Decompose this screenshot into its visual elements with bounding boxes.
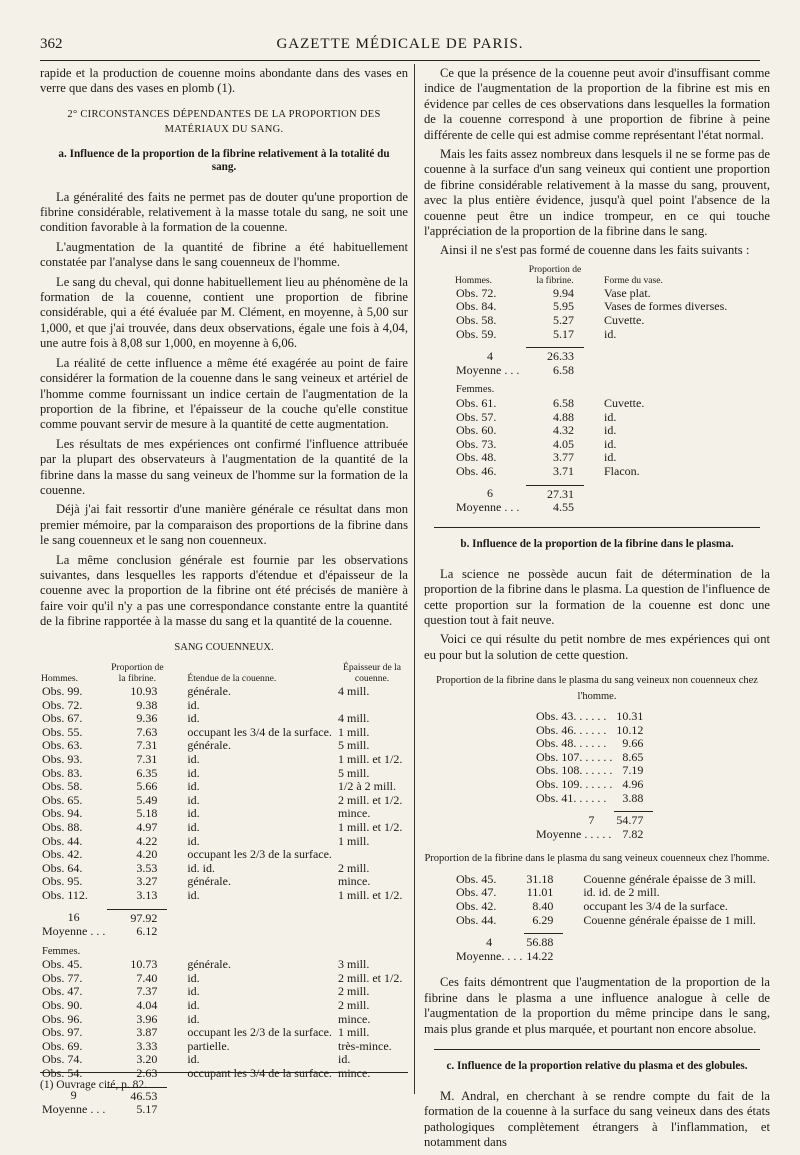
table-cell: mince.	[338, 874, 371, 889]
table-row-mean: Moyenne . . . 4.55	[456, 500, 574, 515]
table-cell: occupant les 2/3 de la surface.	[187, 1025, 332, 1040]
table-cell: 4.04	[136, 998, 158, 1013]
table-cell: id.	[604, 423, 617, 438]
col-header: Hommes.	[41, 673, 79, 684]
table-cell: 5.66	[136, 779, 158, 794]
table-cell: Obs. 90.	[42, 998, 83, 1013]
table-cell: 4.05	[553, 436, 574, 451]
table-cell: id.	[187, 779, 200, 794]
column-divider	[414, 64, 415, 1094]
table-cell: 11.01	[526, 885, 554, 900]
table-row	[40, 821, 408, 835]
page-number: 362	[40, 36, 63, 52]
table-cell: 7.40	[136, 970, 158, 985]
table-row	[40, 985, 408, 999]
table-cell: id.	[187, 1011, 200, 1026]
table-cell: 5.49	[136, 792, 158, 807]
table-row	[40, 685, 408, 699]
table-cell: 2.63	[136, 1066, 158, 1081]
table-cell: 3.27	[136, 874, 158, 889]
table-cell: Obs. 54.	[42, 1066, 83, 1081]
table-cell: 5 mill.	[338, 765, 370, 780]
table-cell: occupant les 3/4 de la surface.	[187, 1066, 332, 1081]
table-row	[454, 873, 758, 887]
table-cell: Obs. 42.	[456, 898, 497, 913]
table-cell: très-mince.	[338, 1038, 392, 1053]
table-cell: Couenne générale épaisse de 1 mill.	[583, 912, 756, 927]
table-cell: Obs. 112.	[42, 887, 88, 902]
paragraph: La généralité des faits ne permet pas de douter qu'une proportion de fibrine considérable, relativement à la masse totale du sang, ne soit une condition favorable à la formation de la couenne.	[40, 189, 408, 235]
table-cell: id.	[604, 409, 617, 424]
table-cell: Obs. 96.	[42, 1011, 83, 1026]
table-cell: 5.18	[136, 806, 158, 821]
table-cell: 6.29	[532, 912, 554, 927]
table-cell: 4.88	[553, 409, 574, 424]
left-column	[40, 66, 408, 1117]
table-row	[40, 958, 408, 972]
plasma-non-couenneux-table	[534, 710, 653, 841]
table-cell: Obs. 83.	[42, 765, 83, 780]
table-cell: id.	[187, 833, 200, 848]
table-cell: 3.33	[136, 1038, 158, 1053]
paragraph: Les résultats de mes expériences ont confirmé l'influence attribuée par la plupart des observateurs à l'augmentation de la quantité de la fibrine dans la masse du sang veineux de l'homme sur la formation de la couenne.	[40, 436, 408, 497]
right-column	[424, 66, 770, 1155]
table-cell: id.	[187, 998, 200, 1013]
table-cell: 1 mill. et 1/2.	[338, 819, 403, 834]
table-row	[40, 848, 408, 862]
table-row	[534, 751, 653, 765]
table-cell: générale.	[187, 957, 231, 972]
table-cell: Obs. 43. . . . . .	[536, 709, 607, 724]
table-cell: 5 mill.	[338, 738, 370, 753]
table-cell: Obs. 55.	[42, 724, 83, 739]
table-row	[454, 328, 754, 342]
table-cell: 1 mill.	[338, 833, 370, 848]
table-cell: Vase plat.	[604, 285, 651, 300]
table-row	[40, 726, 408, 740]
table-cell: Obs. 72.	[456, 285, 497, 300]
table-cell: Obs. 57.	[456, 409, 497, 424]
table-cell: Obs. 44.	[456, 912, 497, 927]
table-cell: 3.53	[136, 860, 158, 875]
table-cell: 9.38	[136, 697, 158, 712]
table-row-total: 4 26.33	[487, 348, 574, 364]
table-cell: Obs. 77.	[42, 970, 83, 985]
table-cell: Obs. 109. . . . . .	[536, 777, 613, 791]
table-cell: Obs. 48.	[456, 450, 497, 465]
table-cell: Obs. 74.	[42, 1052, 83, 1067]
table-cell: 9.66	[622, 736, 644, 751]
table-row	[454, 900, 758, 914]
table-cell: 1/2 à 2 mill.	[338, 779, 396, 794]
table-cell: id.	[187, 711, 200, 726]
table-row	[454, 397, 754, 411]
table-cell: 4.97	[136, 819, 158, 834]
paragraph: L'augmentation de la quantité de fibrine a été habituellement constatée par l'analyse dans le sang couenneux de l'homme.	[40, 239, 408, 270]
table-cell: id. id.	[187, 860, 215, 875]
table-cell: Obs. 45.	[456, 871, 497, 886]
table-cell: 1 mill.	[338, 1025, 370, 1040]
table-cell: 7.19	[622, 763, 644, 778]
table-cell: 3.88	[622, 790, 644, 805]
table-cell: 7.63	[136, 724, 158, 739]
table-row-mean: Moyenne . . . . . 7.82	[536, 826, 644, 841]
page-header	[40, 34, 760, 61]
table-cell: Obs. 60.	[456, 423, 497, 438]
table-cell: Obs. 58.	[42, 779, 83, 794]
table-cell: Flacon.	[604, 464, 640, 478]
table-row	[454, 287, 754, 301]
table-row	[40, 780, 408, 794]
table-cell: 10.31	[616, 709, 644, 724]
table-cell: Obs. 84.	[456, 299, 497, 314]
table-cell: Obs. 61.	[456, 396, 497, 411]
table-row	[454, 914, 758, 928]
table-row	[40, 999, 408, 1013]
table-cell: 3.96	[136, 1011, 158, 1026]
table-cell: id.	[187, 984, 200, 999]
table-row	[454, 465, 754, 479]
table-row	[40, 972, 408, 986]
table-row	[40, 767, 408, 781]
col-header: Proportion de la fibrine.	[528, 263, 582, 286]
paragraph: Ces faits démontrent que l'augmentation de la proportion de la fibrine dans le plasma a une influence analogue à celle de l'augmentation de la proportion du même principe dans le sang, mais plus grande et plus marquée, et pourtant non encore absolue.	[424, 975, 770, 1036]
table-cell: 2 mill. et 1/2.	[338, 970, 403, 985]
table-cell: id.	[187, 751, 200, 766]
table-cell: 1 mill.	[338, 724, 370, 739]
table-cell: Obs. 108. . . . . .	[536, 763, 613, 778]
paragraph: Déjà j'ai fait ressortir d'une manière générale ce résultat dans mon premier mémoire, par la comparaison des proportions de la fibrine dans le sang couenneux et le sang non couenneux.	[40, 502, 408, 548]
table-cell: 10.73	[130, 957, 158, 972]
table-cell: mince.	[338, 1011, 371, 1026]
table-cell: Obs. 93.	[42, 751, 83, 766]
table-cell: 3.77	[553, 450, 574, 465]
table-cell: id.	[187, 1052, 200, 1067]
table-cell: 31.18	[526, 871, 554, 886]
table-title: SANG COUENNEUX.	[174, 641, 274, 653]
table-cell: Obs. 45.	[42, 957, 83, 972]
table-row-mean: Moyenne . . . 5.17	[42, 1102, 158, 1117]
non-couenneux-table	[454, 263, 754, 515]
table-row	[40, 807, 408, 821]
table-cell	[336, 848, 408, 862]
table-cell: Obs. 47.	[42, 984, 83, 999]
subsection-heading-b: b. Influence de la proportion de la fibrine dans le plasma.	[434, 527, 760, 551]
table-row	[534, 764, 653, 778]
table-cell: Obs. 95.	[42, 874, 83, 889]
group-label-women: Femmes.	[456, 384, 495, 396]
table-cell: 9.36	[136, 711, 158, 726]
table-cell: id.	[604, 326, 617, 341]
table-row	[454, 438, 754, 452]
table-caption: Proportion de la fibrine dans le plasma du sang veineux non couenneux chez l'homme.	[436, 675, 758, 702]
subsection-heading-a: a. Influence de la proportion de la fibrine relativement à la totalité du sang.	[58, 147, 390, 173]
table-cell: id.	[187, 792, 200, 807]
table-cell: 7.31	[136, 751, 158, 766]
table-cell: Obs. 72.	[42, 697, 83, 712]
table-row	[454, 886, 758, 900]
table-cell: 3.71	[553, 464, 574, 478]
table-cell: Obs. 99.	[42, 684, 83, 698]
table-cell: générale.	[187, 738, 231, 753]
table-cell: 4.96	[622, 777, 644, 791]
table-cell: Obs. 107. . . . . .	[536, 749, 613, 764]
table-cell: 2 mill.	[338, 860, 370, 875]
table-row	[40, 862, 408, 876]
table-row	[40, 699, 408, 713]
table-cell: id.	[187, 819, 200, 834]
paragraph: La science ne possède aucun fait de détermination de la proportion de la fibrine dans le plasma. La question de l'influence de cette proportion sur la formation de la couenne est donc une question tout à fait neuve.	[424, 566, 770, 627]
col-header: Forme du vase.	[604, 274, 663, 286]
table-cell: occupant les 3/4 de la surface.	[583, 898, 728, 913]
paragraph: La même conclusion générale est fournie par les observations suivantes, dans lesquelles les rapports d'étendue et d'épaisseur de la couenne avec la proportion de la fibrine ont été précisés de manière à faire voir qu'il n'y a pas une correspondance constante entre la quantité de la fibrine rapportée à la masse du sang et la quantité de la couenne.	[40, 552, 408, 629]
table-cell: 7.37	[136, 984, 158, 999]
table-cell: générale.	[187, 684, 231, 698]
paragraph: Ainsi il ne s'est pas formé de couenne dans les faits suivants :	[440, 243, 750, 258]
table-row	[454, 314, 754, 328]
table-row	[40, 875, 408, 889]
table-row-total: 16 97.92	[67, 910, 158, 925]
table-row-mean: Moyenne. . . . 14.22	[456, 948, 554, 963]
table-cell: id.	[187, 765, 200, 780]
table-row	[534, 792, 653, 806]
table-cell: Obs. 47.	[456, 885, 497, 900]
table-cell: mince.	[338, 1066, 371, 1081]
table-cell: 5.17	[553, 326, 574, 341]
paragraph: Ce que la présence de la couenne peut avoir d'insuffisant comme indice de l'augmentation de la proportion de la fibrine est mis en évidence par celles de ces observations dans lesquelles la formation de la couenne correspond à une proportion de fibrine à peine différente de celle qui est admise comme représentant l'état normal.	[424, 66, 770, 142]
table-row	[40, 889, 408, 903]
table-cell: 6.58	[553, 396, 574, 411]
table-cell: Obs. 48. . . . . .	[536, 736, 607, 751]
col-header: Épaisseur de la couenne.	[342, 662, 402, 684]
paragraph: La réalité de cette influence a même été exagérée au point de faire considérer la formation de la couenne dans le sang veineux et artériel de l'homme comme fournissant un indice certain de l'augmentation de la proportion de la fibrine, et l'épaisseur de la couche qu'elle constitue comme pouvant servir de mesure à la quantité de cette augmentation.	[40, 355, 408, 432]
table-cell: Obs. 97.	[42, 1025, 83, 1040]
table-cell: Obs. 73.	[456, 436, 497, 451]
table-row	[40, 1053, 408, 1067]
table-cell: 4 mill.	[338, 684, 370, 698]
table-row	[534, 724, 653, 738]
table-cell: id.	[187, 697, 200, 712]
table-cell: Obs. 64.	[42, 860, 83, 875]
table-cell: Obs. 94.	[42, 806, 83, 821]
table-cell: occupant les 2/3 de la surface.	[187, 847, 332, 862]
table-cell: 7.31	[136, 738, 158, 753]
table-row	[454, 424, 754, 438]
table-row	[454, 411, 754, 425]
table-cell: 3 mill.	[338, 957, 370, 972]
col-header: Proportion de la fibrine.	[111, 662, 164, 684]
table-cell: Cuvette.	[604, 313, 645, 328]
table-row	[40, 739, 408, 753]
table-cell: générale.	[187, 874, 231, 889]
group-label-women: Femmes.	[42, 945, 81, 957]
table-row	[40, 794, 408, 808]
table-cell: Obs. 42.	[42, 847, 83, 862]
table-row-total: 7 54.77	[588, 812, 644, 828]
table-cell: 4.20	[136, 847, 158, 862]
table-cell	[336, 699, 408, 713]
table-cell: 3.87	[136, 1025, 158, 1040]
table-row	[40, 1040, 408, 1054]
table-cell: Cuvette.	[604, 396, 645, 411]
col-header: Hommes.	[455, 274, 493, 286]
paragraph: Le sang du cheval, qui donne habituellement lieu au phénomène de la formation de la couenne, contient une proportion de fibrine considérable, qui a été évaluée par M. Clément, en moyenne, à 5,00 sur 1,000, et que j'ai trouvée, dans deux observations, égale une fois à 4,04, une autre fois à 8,08 sur 1,000, en moyenne à 6,06.	[40, 274, 408, 351]
table-cell: 5.27	[553, 313, 574, 328]
table-cell: Obs. 65.	[42, 792, 83, 807]
table-cell: 2 mill. et 1/2.	[338, 792, 403, 807]
col-header: Étendue de la couenne.	[187, 673, 277, 684]
table-cell: id.	[187, 887, 200, 902]
running-title: GAZETTE MÉDICALE DE PARIS.	[276, 36, 524, 52]
table-cell: id.	[187, 970, 200, 985]
table-cell: 3.20	[136, 1052, 158, 1067]
table-cell: 3.13	[136, 887, 158, 902]
table-cell: 4.32	[553, 423, 574, 438]
table-cell: 4 mill.	[338, 711, 370, 726]
table-row	[40, 835, 408, 849]
table-row-mean: Moyenne . . . 6.58	[456, 362, 574, 377]
table-cell: 8.40	[532, 898, 554, 913]
table-caption: Proportion de la fibrine dans le plasma du sang veineux couenneux chez l'homme.	[424, 853, 770, 865]
table-row	[454, 300, 754, 314]
couenneux-table	[40, 661, 408, 1117]
paragraph: Voici ce qui résulte du petit nombre de mes expériences qui ont eu pour but la solution de cette question.	[424, 632, 770, 662]
table-cell: 1 mill. et 1/2.	[338, 751, 403, 766]
table-cell: Obs. 44.	[42, 833, 83, 848]
table-cell: partielle.	[187, 1038, 230, 1053]
table-cell: Vases de formes diverses.	[604, 299, 728, 314]
footnote: (1) Ouvrage cité, p. 82.	[40, 1072, 408, 1091]
table-row-total: 9 46.53	[70, 1088, 158, 1103]
table-row-mean: Moyenne . . . 6.12	[42, 924, 158, 939]
table-cell: id. id. de 2 mill.	[583, 885, 660, 900]
table-cell: Obs. 58.	[456, 313, 497, 328]
table-cell: Obs. 88.	[42, 819, 83, 834]
table-cell: mince.	[338, 806, 371, 821]
table-row	[534, 778, 653, 792]
table-row	[40, 1013, 408, 1027]
table-cell: 2 mill.	[338, 984, 370, 999]
table-cell: 5.95	[553, 299, 574, 314]
table-cell: Obs. 46.	[456, 464, 497, 478]
table-cell: Obs. 41. . . . . .	[536, 790, 607, 805]
table-cell: 1 mill. et 1/2.	[338, 887, 403, 902]
table-cell: id.	[604, 450, 617, 465]
table-row-total: 6 27.31	[487, 486, 574, 501]
table-cell: Obs. 59.	[456, 326, 497, 341]
table-row-total: 4 56.88	[486, 934, 554, 950]
section-heading: 2° CIRCONSTANCES DÉPENDANTES DE LA PROPORTION DES MATÉRIAUX DU SANG.	[67, 108, 381, 136]
table-cell: Obs. 69.	[42, 1038, 83, 1053]
plasma-couenneux-table	[454, 873, 758, 964]
table-cell: Obs. 63.	[42, 738, 83, 753]
table-cell: 6.35	[136, 765, 158, 780]
table-cell: 10.12	[616, 722, 644, 737]
table-cell: id.	[604, 436, 617, 451]
table-cell: id.	[338, 1052, 351, 1067]
table-cell: occupant les 3/4 de la surface.	[187, 724, 332, 739]
table-cell: id.	[187, 806, 200, 821]
table-row	[534, 737, 653, 751]
table-row	[534, 710, 653, 724]
paragraph: Mais les faits assez nombreux dans lesquels il ne se forme pas de couenne à la surface d'un sang veineux qui contient une proportion de fibrine considérable relativement à la masse du sang, prouvent, avec la plus entière évidence, jusqu'à quel point l'absence de la couenne peut être un indice trompeur, en ce qui touche l'appréciation de la proportion de la fibrine dans le sang.	[424, 147, 770, 239]
table-row	[40, 712, 408, 726]
table-row	[40, 1026, 408, 1040]
table-cell: 4.22	[136, 833, 158, 848]
table-cell: 10.93	[130, 684, 158, 698]
subsection-heading-c: c. Influence de la proportion relative du plasma et des globules.	[434, 1049, 760, 1073]
table-cell: Couenne générale épaisse de 3 mill.	[583, 871, 756, 886]
table-row	[40, 753, 408, 767]
table-row	[454, 451, 754, 465]
paragraph: M. Andral, en cherchant à se rendre compte du fait de la formation de la couenne à la surface du sang veineux dans des états pathologiques complètement étrangers à l'inflammation, et notamment dans	[424, 1088, 770, 1150]
table-cell: Obs. 46. . . . . .	[536, 722, 607, 737]
table-cell: 8.65	[622, 749, 644, 764]
table-cell: 2 mill.	[338, 998, 370, 1013]
table-cell: 9.94	[553, 285, 574, 300]
paragraph: rapide et la production de couenne moins abondante dans des vases en verre que dans des vases en plomb (1).	[40, 66, 408, 96]
table-cell: Obs. 67.	[42, 711, 83, 726]
